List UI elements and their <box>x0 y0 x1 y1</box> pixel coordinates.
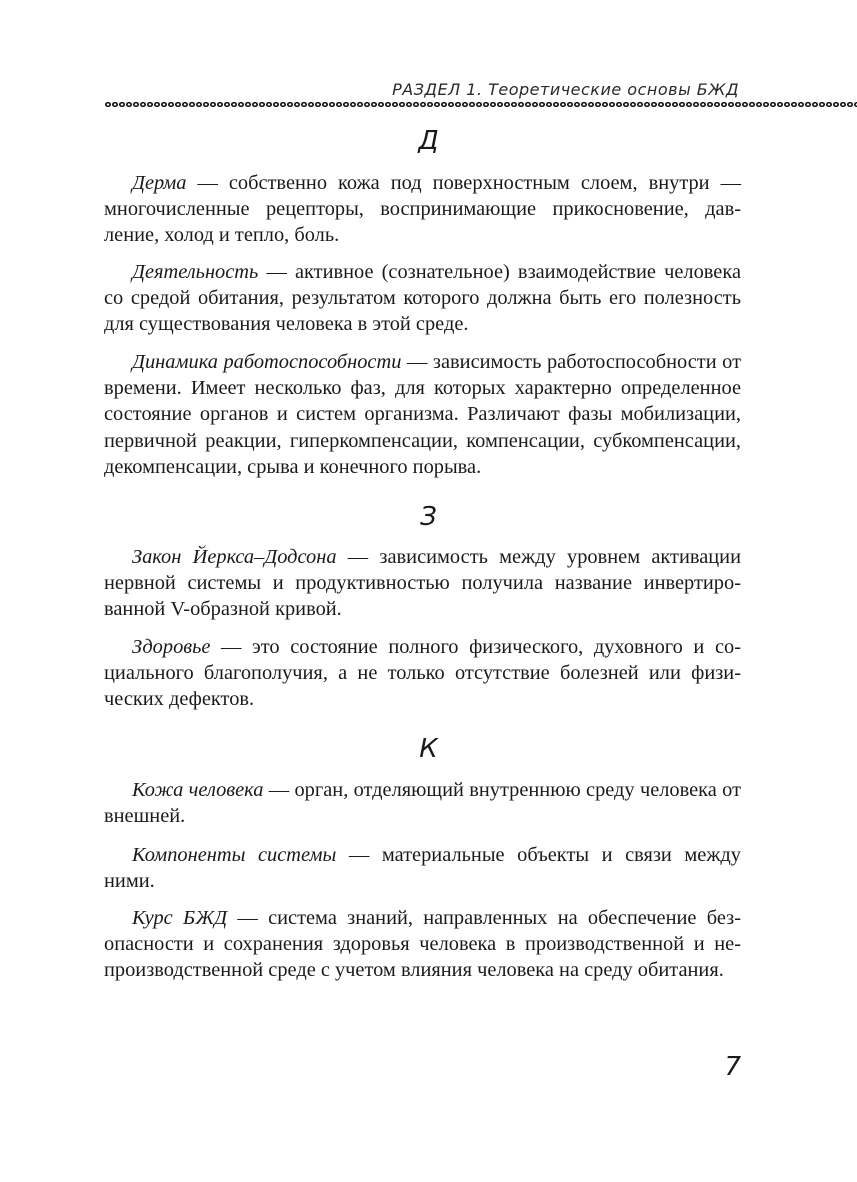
section-letter-z: З <box>420 502 437 532</box>
section-letter-k: К <box>419 734 438 764</box>
definition: — система знаний, направленных на обеспечение безопасности и сохранения здоровья человека в производственной и непроизводственной среде с учетом влияния человека на среду обитания. <box>104 907 741 982</box>
term: Кожа человека <box>132 779 264 801</box>
definition: — материальные объекты и связи между ними. <box>104 844 742 893</box>
glossary-entry-human-skin <box>104 777 741 829</box>
definition: — собственно кожа под поверхностным слоем, внутри — многочисленные рецепторы, воспринимающие прикосновение, давление, холод и тепло, боль. <box>104 172 741 247</box>
section-letter-d: Д <box>418 126 439 156</box>
term: Закон Йеркса–Додсона <box>132 546 337 568</box>
definition: — это состояние полного физического, духовного и социального благополучия, а не только отсутствие болезней или физических дефектов. <box>104 636 741 711</box>
glossary-entry-derma <box>104 170 741 249</box>
glossary-entry-bzhd-course <box>104 905 741 984</box>
glossary-entry-health <box>104 634 741 713</box>
definition: — орган, отделяющий внутреннюю среду человека от внешней. <box>104 779 741 828</box>
term: Динамика работоспособности <box>132 351 402 373</box>
glossary-entry-activity <box>104 259 741 338</box>
ornamental-rule <box>104 100 857 109</box>
definition: — активное (сознательное) взаимодействие человека со средой обитания, результатом которого должна быть его полезность для существования человека в этой среде. <box>104 261 741 336</box>
running-header: РАЗДЕЛ 1. Теоретические основы БЖД <box>392 80 739 99</box>
term: Компоненты системы <box>132 844 337 866</box>
glossary-entry-yerkes-dodson-law <box>104 544 741 623</box>
term: Дерма <box>132 172 187 194</box>
term: Деятельность <box>132 261 259 283</box>
term: Курс БЖД <box>132 907 228 929</box>
glossary-entry-system-components <box>104 842 741 894</box>
term: Здоровье <box>132 636 211 658</box>
glossary-entry-work-capacity-dynamics <box>104 349 741 480</box>
definition: — зависимость между уровнем активации нервной системы и продуктивностью получила название инвертированной V-образной кривой. <box>104 546 742 621</box>
definition: — зависимость работоспособности от времени. Имеет несколько фаз, для которых характерно определенное состояние органов и систем организма. Различают фазы мобилизации, первичной реакции, гиперкомпенсации, компенсации, субкомпенсации, декомпенсации, срыва и конечного порыва. <box>104 351 742 478</box>
page-number: 7 <box>724 1052 741 1082</box>
